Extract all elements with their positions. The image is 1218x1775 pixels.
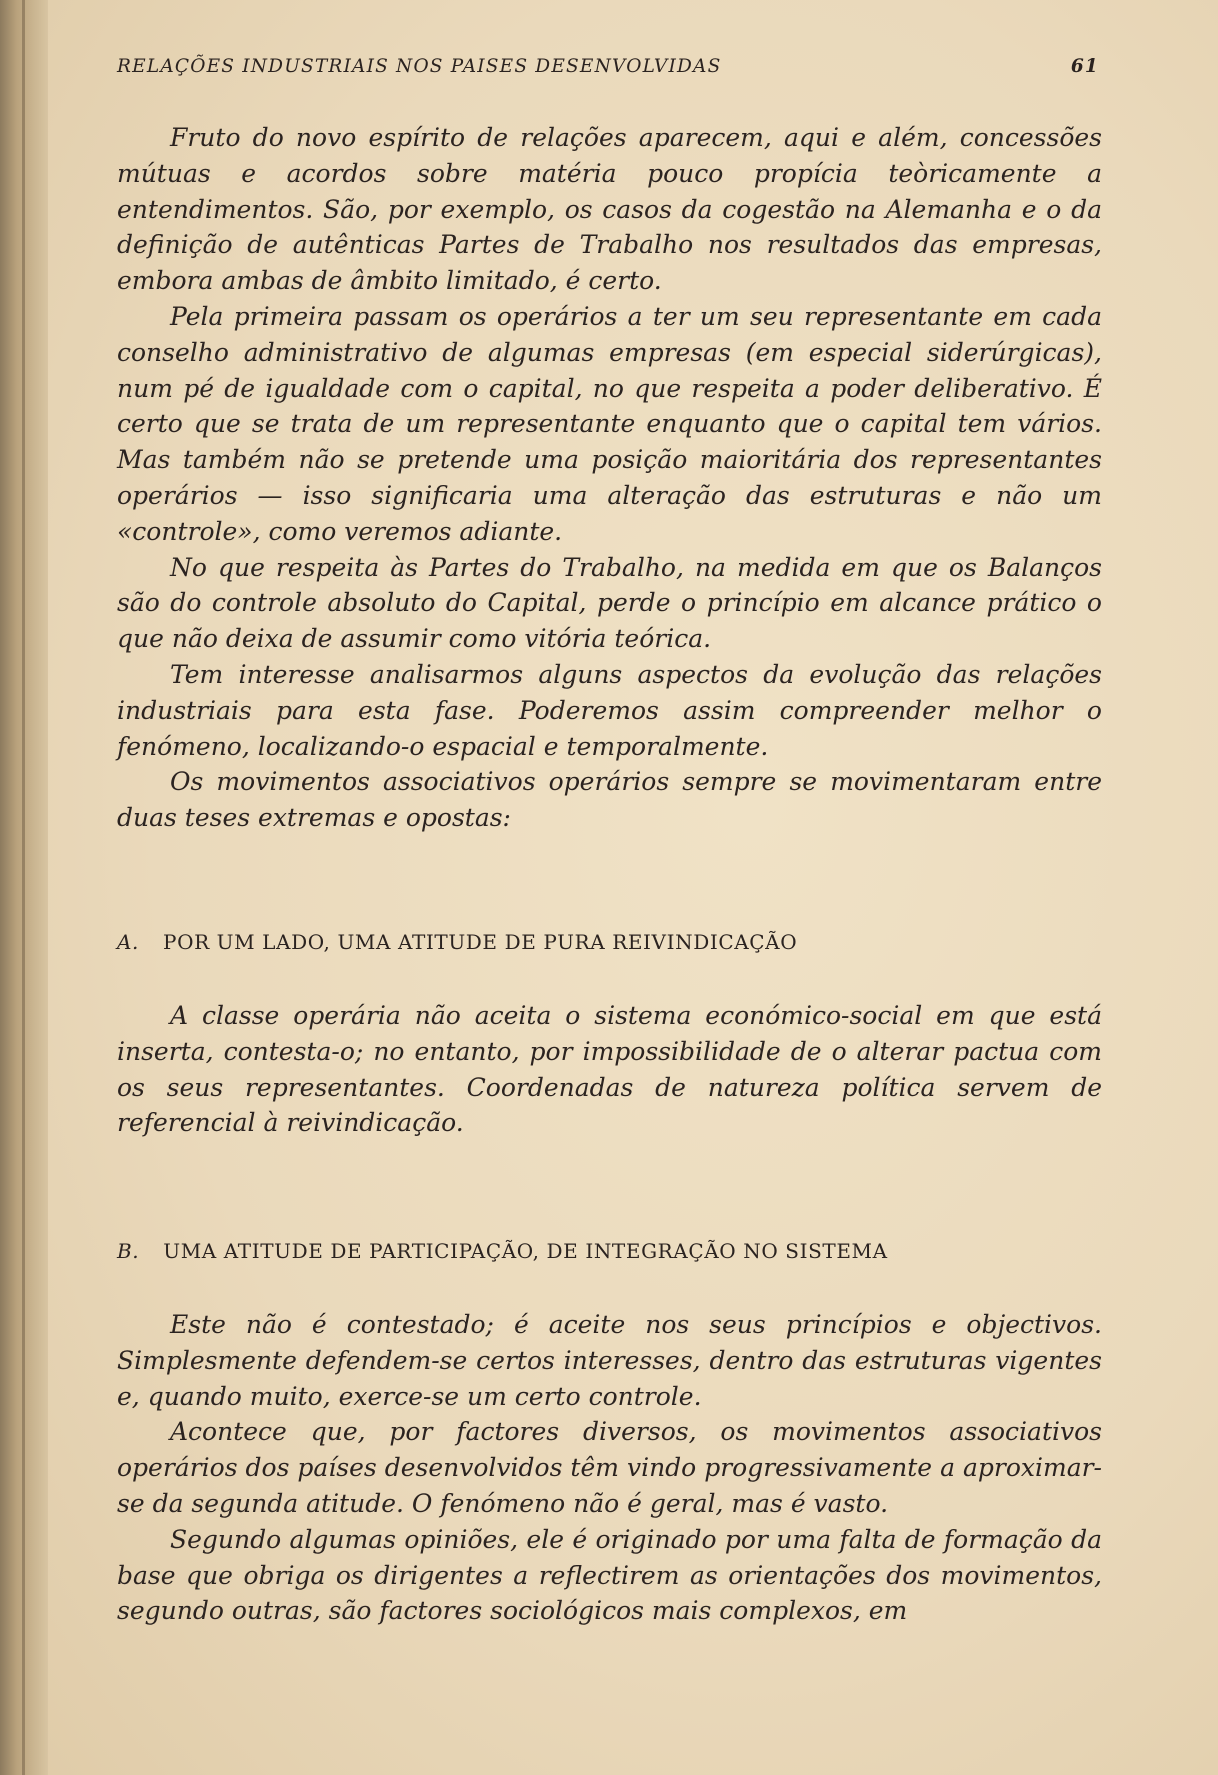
section-b-title: UMA ATITUDE DE PARTICIPAÇÃO, DE INTEGRAÇÃO NO SISTEMA — [163, 1239, 888, 1263]
section-b-heading — [117, 1239, 1102, 1263]
intro-text-block — [117, 120, 1102, 836]
page-edge-line — [22, 0, 25, 1775]
paragraph: Os movimentos associativos operários sempre se movimentaram entre duas teses extremas e opostas: — [117, 767, 1102, 833]
section-a-text-block — [117, 998, 1102, 1141]
page-number: 61 — [1070, 56, 1099, 77]
paragraph: Segundo algumas opiniões, ele é originado por uma falta de formação da base que obriga os dirigentes a reflectirem as orientações dos movimentos, segundo outras, são factores sociológicos mais complexos, em — [117, 1524, 1102, 1626]
section-b-letter: B. — [117, 1239, 140, 1263]
section-a-title: POR UM LADO, UMA ATITUDE DE PURA REIVINDICAÇÃO — [163, 930, 798, 954]
paragraph: A classe operária não aceita o sistema económico-social em que está inserta, contesta-o; no entanto, por impossibilidade de o alterar pactua com os seus representantes. Coordenadas de natureza política servem de referencial à reivindicação. — [117, 1001, 1102, 1138]
section-b-text-block — [117, 1307, 1102, 1629]
paragraph: No que respeita às Partes do Trabalho, na medida em que os Balanços são do controle absoluto do Capital, perde o princípio em alcance prático o que não deixa de assumir como vitória teórica. — [117, 552, 1102, 654]
paragraph: Acontece que, por factores diversos, os movimentos associativos operários dos países desenvolvidos têm vindo progressivamente a aproximar-se da segunda atitude. O fenómeno não é geral, mas é vasto. — [117, 1417, 1102, 1518]
paragraph: Fruto do novo espírito de relações aparecem, aqui e além, concessões mútuas e acordos sobre matéria pouco propícia teòricamente a entendimentos. São, por exemplo, os casos da cogestão na Alemanha e o da definição de autênticas Partes de Trabalho nos resultados das empresas, embora ambas de âmbito limitado, é certo. — [117, 123, 1102, 296]
paragraph: Pela primeira passam os operários a ter um seu representante em cada conselho administrativo de algumas empresas (em especial siderúrgicas), num pé de igualdade com o capital, no que respeita a poder deliberativo. É certo que se trata de um representante enquanto que o capital tem vários. Mas também não se pretende uma posição maioritária dos representantes operários — isso significaria uma alteração das estruturas e não um «controle», como veremos adiante. — [117, 301, 1102, 546]
running-header — [117, 50, 1102, 86]
section-a-letter: A. — [117, 930, 140, 954]
paragraph: Tem interesse analisarmos alguns aspectos da evolução das relações industriais para esta fase. Poderemos assim compreender melhor o fenómeno, localizando-o espacial e temporalmente. — [117, 659, 1102, 761]
running-title: RELAÇÕES INDUSTRIAIS NOS PAISES DESENVOLVIDAS — [117, 56, 722, 77]
paragraph: Este não é contestado; é aceite nos seus princípios e objectivos. Simplesmente defendem-se certos interesses, dentro das estruturas vigentes e, quando muito, exerce-se um certo controle. — [117, 1310, 1102, 1411]
section-a-heading — [117, 930, 1102, 954]
